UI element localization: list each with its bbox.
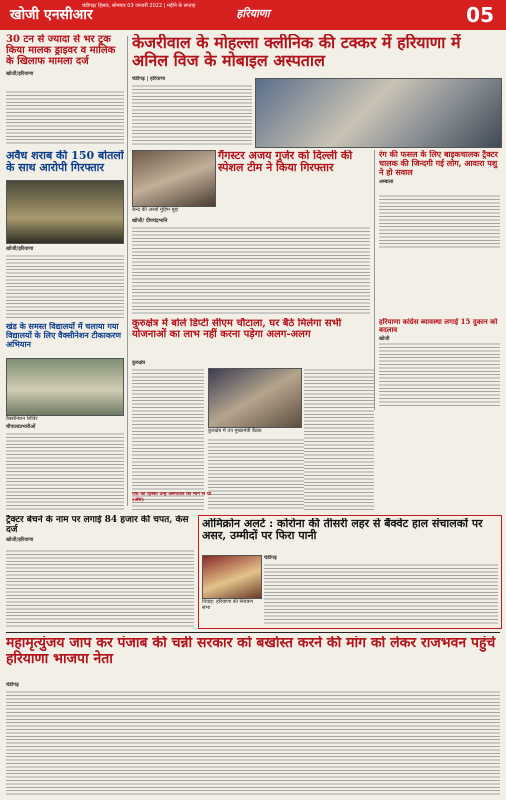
story-deputy-cm	[132, 318, 374, 358]
body-text	[6, 432, 124, 512]
story-mobile-hospital-body	[132, 76, 252, 146]
photo-caption: वैक्सीनेशन शिविर	[6, 416, 38, 422]
body-text	[6, 254, 124, 320]
meeting-photo	[208, 368, 302, 428]
byline: खोजी/हरियाणा	[6, 246, 34, 252]
headline: ट्रैक्टर बेचने के नाम पर लगाई 84 हजार की चपत, केस दर्ज	[6, 515, 189, 536]
byline: कुरुक्षेत्र	[132, 360, 146, 366]
headline: खंड के समस्त विद्यालयों में चलाया गया विद्यालयों के लिए वैक्सीनेशन टीकाकरण अभियान	[6, 322, 122, 349]
story-omicron-body	[202, 555, 498, 625]
story-stray-cattle	[379, 150, 500, 250]
body-text	[264, 563, 498, 625]
paper-name: खोजी एनसीआर	[10, 7, 93, 23]
photo-caption: केन्द्र की अरबों मुहिम मुद्दा	[132, 207, 179, 213]
arrest-photo	[6, 180, 124, 244]
body-text	[379, 342, 500, 408]
story-vaccination-drive	[6, 322, 124, 512]
masthead	[0, 0, 506, 30]
body-text	[6, 549, 194, 627]
body-text	[132, 84, 252, 146]
byline: अम्बाला	[379, 178, 394, 185]
gangster-photo	[132, 150, 216, 207]
body-text	[304, 368, 374, 510]
body-text	[132, 368, 204, 510]
date-line: चंडीगढ़/ हिसार, सोमवार 03 जनवरी 2022 | महीने के सप्ताह	[82, 3, 196, 9]
headline: 30 टन से ज्यादा से भर ट्रक किया मालक ड्राइवर व मालिक के खिलाफ मामला दर्ज	[6, 34, 116, 68]
headline: रंग की फसल के लिए बाइकचालक ट्रैक्टर चालक की जिन्दगी गई लोग, आवारा पशु ने हो सवाल	[379, 150, 498, 177]
headline: कुरुक्षेत्र में बोले डिप्टी सीएम चौटाला, घर बैठे मिलेगा सभी योजनाओं का लाभ नहीं करना पड़ेगा अलग-अलग	[132, 318, 342, 341]
byline: चंडीगढ़ | हरियाणा	[132, 76, 166, 82]
story-omicron	[202, 518, 498, 552]
byline: चंडीगढ़	[6, 682, 19, 688]
banquet-hall-photo	[202, 555, 262, 599]
headline: हरियाणा कांग्रेस ब्यावस्था लगाई 15 दुकान को बदलाव	[379, 318, 498, 334]
headline: अवैध शराब की 150 बोतलों के साथ आरोपी गिरफ्तार	[6, 150, 124, 175]
byline: चौपालाप्रभारीओं	[6, 424, 36, 430]
photo-caption: विवाह: हरियाणा की नियंत्रण सभा	[202, 599, 253, 611]
headline: एक का हिस्सा उन्हें अस्पताल की मांग से धो (अंश)	[132, 492, 212, 503]
byline: खोजी/हरियाणा	[6, 537, 34, 544]
column-divider	[374, 150, 375, 410]
page-number: 05	[466, 3, 494, 27]
story-gangster-arrest	[132, 150, 370, 315]
column-divider	[127, 36, 128, 506]
headline: महामृत्युंजय जाप कर पंजाब की चन्नी सरकार को बर्खास्त करने की मांग को लेकर राजभवन पहुंचे हरियाणा भाजपा नेता	[6, 636, 496, 667]
body-text	[208, 438, 304, 510]
divider	[6, 632, 500, 633]
byline: खोजी/ दीपचंद्रभानि	[132, 218, 168, 224]
byline: खोजी	[379, 335, 390, 342]
story-deputy-cm-body	[132, 360, 374, 510]
body-text	[6, 690, 500, 796]
story-tractor-fraud	[6, 515, 194, 627]
vaccination-photo	[6, 358, 124, 416]
byline: खोजी/हरियाणा	[6, 70, 34, 77]
headline: गैंगस्टर अजय गुर्जर को दिल्ली की स्पेशल टीम ने किया गिरफ्तार	[218, 150, 353, 175]
body-text	[6, 90, 124, 144]
story-illegal-liquor	[6, 150, 124, 320]
body-text	[132, 226, 370, 315]
story-congress	[379, 318, 500, 408]
headline: केजरीवाल के मोहल्ला क्लीनिक की टक्कर में हरियाणा में अनिल विज के मोबाइल अस्पताल	[132, 34, 461, 70]
headline: ओमिक्रोन अलर्ट : कोरोना की तीसरी लहर से बैंक्वेट हाल संचालकों पर असर, उम्मीदों पर फिरा पानी	[202, 518, 483, 543]
section-title: हरियाणा	[236, 7, 270, 20]
story-bjp-rajbhavan	[6, 636, 500, 678]
story-mobile-hospital	[132, 34, 500, 74]
story-bjp-rajbhavan-body	[6, 682, 500, 796]
hospital-van-photo	[255, 78, 502, 148]
body-text	[379, 194, 500, 250]
byline: चंडीगढ़	[264, 555, 277, 561]
photo-caption: कुरुक्षेत्र में उप मुख्यमंत्री बैठक	[208, 428, 262, 434]
story-truck-overload	[6, 34, 124, 144]
story-small-box	[132, 492, 214, 510]
